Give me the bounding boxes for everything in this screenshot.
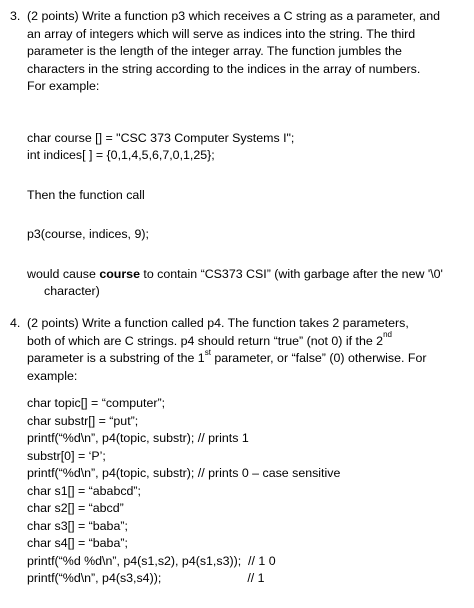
question-3-number: 3. bbox=[10, 9, 21, 23]
q3-intro-line-5: For example: bbox=[27, 79, 100, 93]
q3-code-line-2: int indices[ ] = {0,1,4,5,6,7,0,1,25}; bbox=[27, 148, 215, 162]
q3-intro-line-2: an array of integers which will serve as indices into the string. The third bbox=[27, 26, 416, 41]
q3-result-bold: course bbox=[99, 266, 140, 281]
q4-code-line-11: printf(“%d\n”, p4(s3,s4)); // 1 bbox=[27, 571, 265, 585]
question-3-body bbox=[27, 8, 460, 301]
q4-intro-line-2-text: both of which are C strings. p4 should return “true” (not 0) if the 2 bbox=[27, 333, 384, 348]
q4-code-line-1: char topic[] = “computer”; bbox=[27, 396, 166, 410]
question-4 bbox=[10, 315, 460, 588]
q4-intro-line-3a: parameter is a substring of the 1 bbox=[27, 351, 205, 365]
q4-intro-line-2 bbox=[27, 330, 460, 351]
q4-intro-line-3b: parameter, or “false” (0) otherwise. For bbox=[210, 351, 427, 365]
q4-code-line-3: printf(“%d\n”, p4(topic, substr); // prints 1 bbox=[27, 431, 249, 445]
q4-code-line-4: substr[0] = ‘P’; bbox=[27, 448, 106, 463]
q3-intro-line-4: characters in the string according to the indices in the array of numbers. bbox=[27, 61, 421, 76]
q4-code-line-9: char s4[] = “baba”; bbox=[27, 536, 128, 550]
question-3 bbox=[10, 8, 460, 301]
question-4-number: 4. bbox=[10, 316, 21, 330]
q4-intro-line-1: (2 points) Write a function called p4. The function takes 2 parameters, bbox=[27, 316, 409, 330]
q3-result-prefix: would cause bbox=[27, 266, 100, 281]
q3-result-cont: character) bbox=[44, 284, 100, 298]
q4-intro-line-3-sup: st bbox=[204, 347, 211, 357]
q4-intro-line-2-sup: nd bbox=[383, 330, 392, 340]
q4-code-line-5: printf(“%d\n”, p4(topic, substr); // prints 0 – case sensitive bbox=[27, 466, 341, 480]
q3-result-suffix: to contain “CS373 CSI” (with garbage after the new '\0' bbox=[139, 266, 443, 281]
q4-code-line-8: char s3[] = “baba”; bbox=[27, 518, 128, 533]
q4-intro-line-4: example: bbox=[27, 368, 78, 383]
q3-result-line bbox=[27, 266, 460, 284]
q3-intro-line-1: (2 points) Write a function p3 which receives a C string as a parameter, and bbox=[27, 9, 440, 23]
q4-intro-line-3 bbox=[27, 347, 460, 368]
q4-code-line-10: printf(“%d %d\n”, p4(s1,s2), p4(s1,s3)); // 1 0 bbox=[27, 553, 276, 568]
q4-code-line-7: char s2[] = “abcd” bbox=[27, 501, 124, 515]
q4-code-line-2: char substr[] = “put”; bbox=[27, 413, 139, 428]
question-4-body bbox=[27, 315, 460, 588]
q4-code-line-6: char s1[] = “ababcd”; bbox=[27, 483, 141, 498]
q3-code-line-1: char course [] = "CSC 373 Computer Systems I"; bbox=[27, 130, 295, 145]
q3-intro-line-3: parameter is the length of the integer array. The function jumbles the bbox=[27, 44, 402, 58]
q3-then-text: Then the function call bbox=[27, 187, 145, 202]
q3-call: p3(course, indices, 9); bbox=[27, 227, 149, 241]
